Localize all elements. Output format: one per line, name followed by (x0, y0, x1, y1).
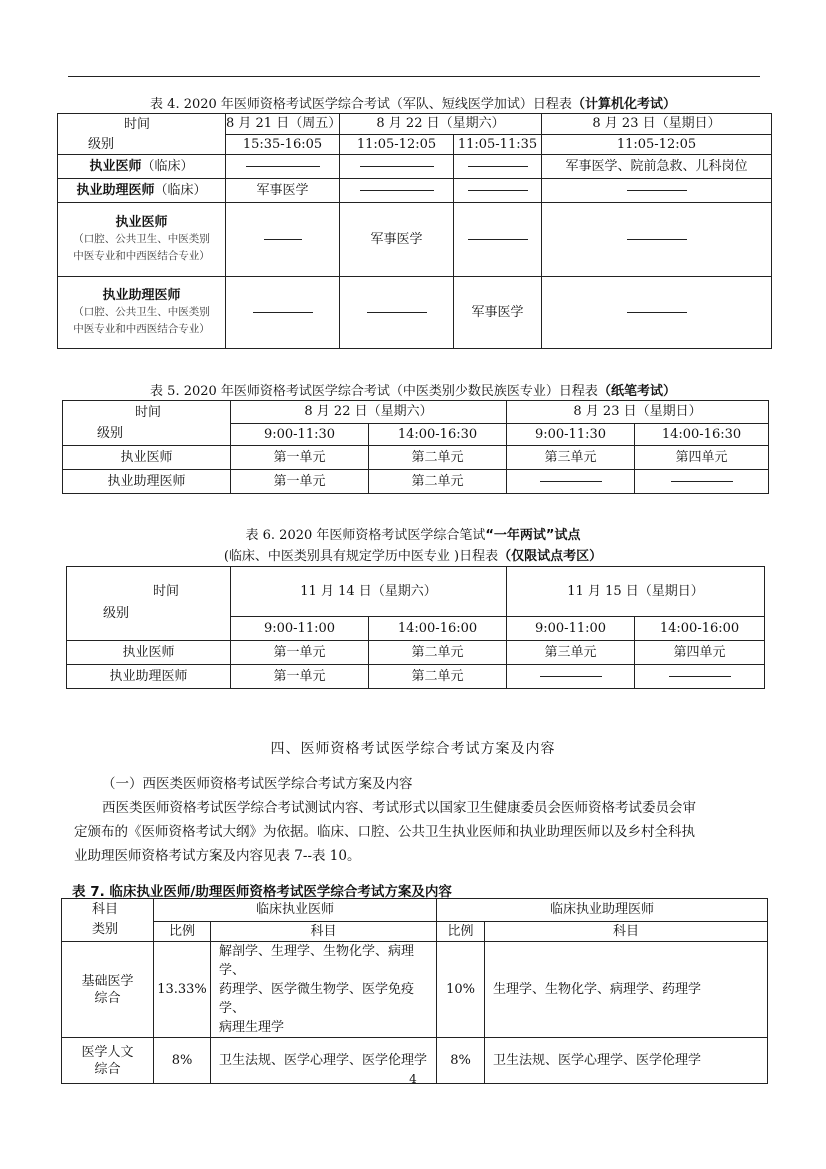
page-number: 4 (409, 1072, 417, 1086)
table5-time: 9:00-11:30 (231, 423, 369, 446)
cell: 第一单元 (231, 446, 369, 470)
cell: 第四单元 (635, 446, 769, 470)
paragraph-line: 西医类医师资格考试医学综合考试测试内容、考试形式以国家卫生健康委员会医师资格考试委员会审 (102, 800, 696, 816)
table6 (66, 566, 765, 689)
cell: 第一单元 (231, 665, 369, 689)
table-row (58, 179, 772, 203)
column-header: 比例 (154, 921, 211, 941)
table4-date: 8 月 23 日（星期日） (542, 114, 772, 135)
table4 (57, 113, 772, 349)
table4-time: 11:05-12:05 (542, 134, 772, 155)
table-row (67, 665, 765, 689)
dash-cell (635, 470, 769, 494)
cell: 8% (154, 1038, 211, 1084)
table7-caption: 表 7. 临床执业医师/助理医师资格考试医学综合考试方案及内容 (72, 884, 452, 900)
table6-date: 11 月 14 日（星期六） (231, 567, 507, 617)
row-label: 执业助理医师（临床） (58, 179, 226, 203)
row-label: 执业医师 (63, 446, 231, 470)
table4-caption: 表 4. 2020 年医师资格考试医学综合考试（军队、短线医学加试）日程表（计算机化考试） (150, 97, 676, 112)
dash-cell (635, 665, 765, 689)
dash-cell (507, 665, 635, 689)
row-label: 执业医师（临床） (58, 155, 226, 179)
dash-cell (340, 179, 454, 203)
table-row (62, 942, 768, 1038)
section-heading: 四、医师资格考试医学综合考试方案及内容 (270, 741, 556, 757)
cell: 军事医学 (454, 277, 542, 349)
table6-date: 11 月 15 日（星期日） (507, 567, 765, 617)
table4-time: 11:05-11:35 (454, 134, 542, 155)
cell: 卫生法规、医学心理学、医学伦理学 (211, 1038, 437, 1084)
cell: 第三单元 (507, 446, 635, 470)
cell: 第一单元 (231, 470, 369, 494)
row-label: 医学人文 综合 (62, 1038, 154, 1084)
cell: 第二单元 (369, 665, 507, 689)
dash-cell (542, 203, 772, 277)
table7-header-corner: 科目 类别 (62, 899, 154, 942)
table5-date: 8 月 22 日（星期六） (231, 401, 507, 424)
table6-time: 14:00-16:00 (369, 616, 507, 640)
cell: 解剖学、生理学、生物化学、病理学、 药理学、医学微生物学、医学免疫学、 病理生理学 (211, 942, 437, 1038)
column-header: 科目 (211, 921, 437, 941)
dash-cell (454, 179, 542, 203)
table6-header-corner: 时间 级别 (67, 567, 231, 641)
table5 (62, 400, 769, 494)
cell: 生理学、生物化学、病理学、药理学 (485, 942, 768, 1038)
table6-caption-line1: 表 6. 2020 年医师资格考试医学综合笔试“一年两试”试点 (245, 528, 581, 543)
table4-time: 11:05-12:05 (340, 134, 454, 155)
column-header: 科目 (485, 921, 768, 941)
table5-time: 9:00-11:30 (507, 423, 635, 446)
table-row (63, 470, 769, 494)
header-rule (68, 76, 760, 77)
cell: 第一单元 (231, 641, 369, 665)
paragraph-line: 定颁布的《医师资格考试大纲》为依据。临床、口腔、公共卫生执业医师和执业助理医师以及乡村全科执 (74, 824, 695, 840)
dash-cell (340, 277, 454, 349)
table4-time: 15:35-16:05 (226, 134, 340, 155)
cell: 8% (437, 1038, 485, 1084)
cell: 第三单元 (507, 641, 635, 665)
table6-caption-line2: (临床、中医类别具有规定学历中医专业 )日程表（仅限试点考区） (223, 549, 603, 564)
table-row (67, 641, 765, 665)
cell: 13.33% (154, 942, 211, 1038)
row-label: 执业助理医师 (63, 470, 231, 494)
cell: 10% (437, 942, 485, 1038)
table-row (58, 155, 772, 179)
table5-time: 14:00-16:30 (369, 423, 507, 446)
table5-time: 14:00-16:30 (635, 423, 769, 446)
table7-group: 临床执业医师 (154, 899, 437, 922)
cell: 军事医学、院前急救、儿科岗位 (542, 155, 772, 179)
row-label: 执业助理医师 （口腔、公共卫生、中医类别 中医专业和中西医结合专业） (58, 277, 226, 349)
dash-cell (542, 277, 772, 349)
table5-header-corner: 时间 级别 (63, 401, 231, 446)
subsection-heading: （一）西医类医师资格考试医学综合考试方案及内容 (102, 776, 413, 792)
row-label: 执业医师 （口腔、公共卫生、中医类别 中医专业和中西医结合专业） (58, 203, 226, 277)
table-row (58, 277, 772, 349)
table7 (61, 898, 768, 1084)
cell: 第四单元 (635, 641, 765, 665)
dash-cell (507, 470, 635, 494)
table-row (58, 203, 772, 277)
table5-date: 8 月 23 日（星期日） (507, 401, 769, 424)
table6-time: 14:00-16:00 (635, 616, 765, 640)
cell: 军事医学 (226, 179, 340, 203)
dash-cell (226, 203, 340, 277)
dash-cell (542, 179, 772, 203)
row-label: 执业医师 (67, 641, 231, 665)
table7-group: 临床执业助理医师 (437, 899, 768, 922)
table4-date: 8 月 22 日（星期六） (340, 114, 542, 135)
table4-header-corner: 时间 级别 (58, 114, 226, 155)
cell: 第二单元 (369, 446, 507, 470)
column-header: 比例 (437, 921, 485, 941)
table6-time: 9:00-11:00 (231, 616, 369, 640)
dash-cell (454, 203, 542, 277)
row-label: 执业助理医师 (67, 665, 231, 689)
table4-date: 8 月 21 日（周五） (226, 114, 340, 135)
row-label: 基础医学 综合 (62, 942, 154, 1038)
cell: 军事医学 (340, 203, 454, 277)
dash-cell (454, 155, 542, 179)
dash-cell (226, 277, 340, 349)
cell: 卫生法规、医学心理学、医学伦理学 (485, 1038, 768, 1084)
cell: 第二单元 (369, 641, 507, 665)
dash-cell (340, 155, 454, 179)
paragraph-line: 业助理医师资格考试方案及内容见表 7--表 10。 (74, 848, 361, 864)
dash-cell (226, 155, 340, 179)
cell: 第二单元 (369, 470, 507, 494)
table-row (63, 446, 769, 470)
table6-time: 9:00-11:00 (507, 616, 635, 640)
table5-caption: 表 5. 2020 年医师资格考试医学综合考试（中医类别少数民族医专业）日程表（纸笔考试） (150, 384, 676, 399)
